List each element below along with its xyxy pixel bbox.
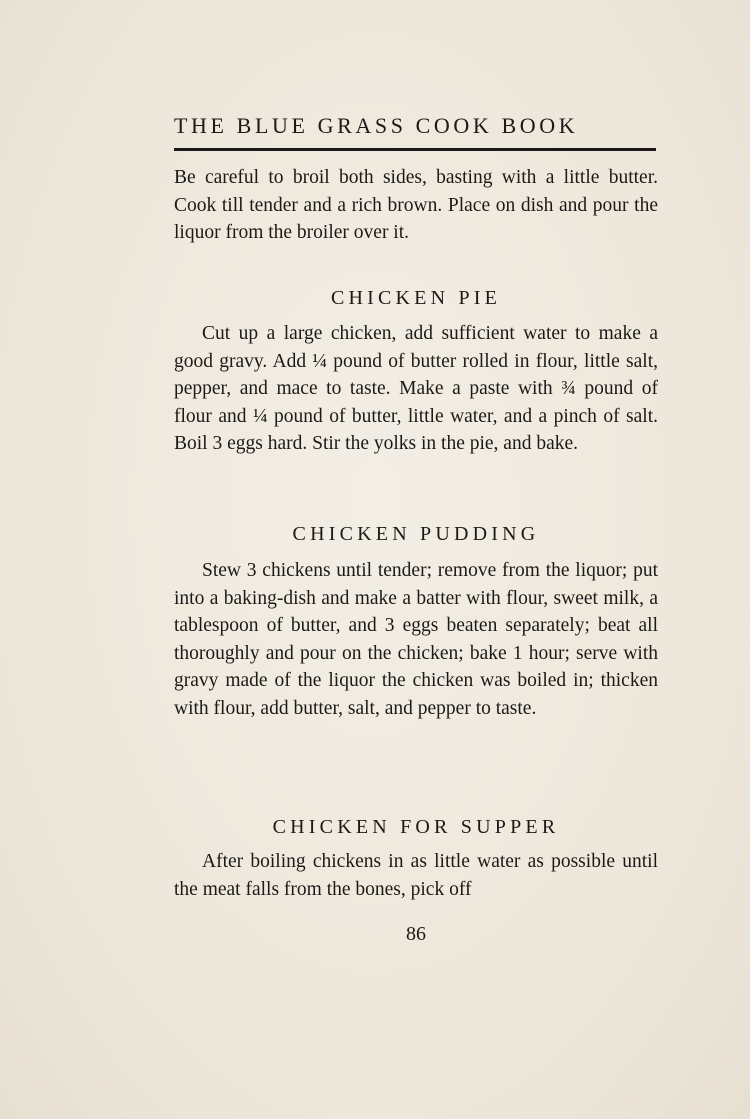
section-body-chicken-pudding-block [174,557,658,722]
section-body-chicken-pie: Cut up a large chicken, add sufficient water to make a good gravy. Add ¼ pound of butter rolled in flour, little salt, pepper, and mace to taste. Make a paste with ¾ pound of flour and ¼ pound of butter, little water, and a pinch of salt. Boil 3 eggs hard. Stir the yolks in the pie, and bake. [174,323,658,454]
header-rule [174,148,656,151]
section-body-chicken-for-supper: After boiling chickens in as little water as possible until the meat falls from the bones, pick off [174,851,658,900]
section-body-chicken-pudding: Stew 3 chickens until tender; remove from the liquor; put into a baking-dish and make a batter with flour, sweet milk, a tablespoon of butter, and 3 eggs beaten separately; beat all thoroughly and pour on the chicken; bake 1 hour; serve with gravy made of the liquor the chicken was boiled in; thicken with flour, add butter, salt, and pepper to taste. [174,560,658,719]
section-body-chicken-for-supper-block [174,848,658,903]
section-heading-chicken-pudding: CHICKEN PUDDING [292,523,540,545]
running-head: THE BLUE GRASS COOK BOOK [174,113,579,138]
section-heading-chicken-for-supper: CHICKEN FOR SUPPER [272,816,560,838]
page-number: 86 [406,923,426,945]
continuation-paragraph-block [174,164,658,247]
section-body-chicken-pie-block [174,320,658,458]
continuation-paragraph: Be careful to broil both sides, basting with a little butter. Cook till tender and a rich brown. Place on dish and pour the liquor from the broiler over it. [174,167,658,243]
section-heading-chicken-pie: CHICKEN PIE [330,287,502,309]
